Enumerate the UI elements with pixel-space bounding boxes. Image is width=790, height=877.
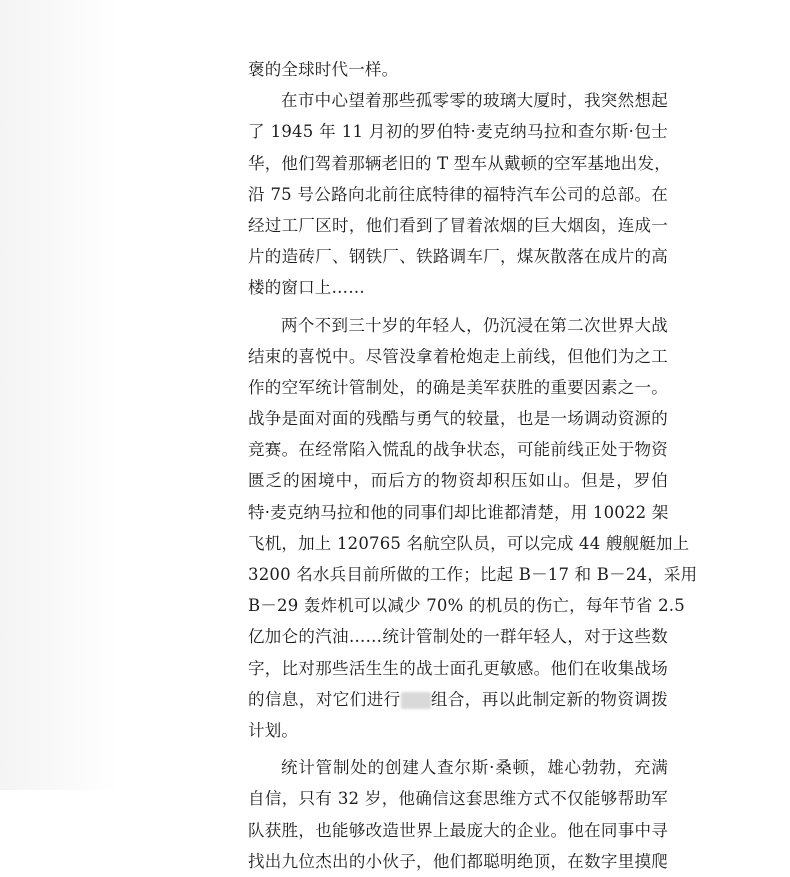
text-line: 作的空军统计管制处，的确是美军获胜的重要因素之一。 <box>248 377 668 397</box>
text-line: 在市中心望着那些孤零零的玻璃大厦时，我突然想起 <box>281 91 668 111</box>
text-line: 沿 75 号公路向北前往底特律的福特汽车公司的总部。在 <box>248 184 668 204</box>
text-line: 两个不到三十岁的年轻人，仍沉浸在第二次世界大战 <box>281 315 668 335</box>
text-line: 战争是面对面的残酷与勇气的较量，也是一场调动资源的 <box>248 409 668 429</box>
text-line: 亿加仑的汽油……统计管制处的一群年轻人，对于这些数 <box>248 627 668 647</box>
text-line: 经过工厂区时，他们看到了冒着浓烟的巨大烟囱，连成一 <box>248 215 668 235</box>
text-line: 片的造砖厂、钢铁厂、铁路调车厂，煤灰散落在成片的高 <box>248 247 668 267</box>
text-line: 飞机，加上 120765 名航空队员，可以完成 44 艘舰艇加上 <box>248 533 690 553</box>
text-line: 字，比对那些活生生的战士面孔更敏感。他们在收集战场 <box>248 658 668 678</box>
text-line-with-redaction <box>248 684 668 715</box>
text-line: 褒的全球时代一样。 <box>248 60 399 79</box>
blurred-word <box>401 692 431 709</box>
text-line: 3200 名水兵目前所做的工作；比起 B－17 和 B－24，采用 <box>248 565 698 584</box>
text-line: 了 1945 年 11 月初的罗伯特·麦克纳马拉和查尔斯·包士 <box>248 122 668 142</box>
text-line-prefix: 的信息，对它们进行 <box>248 689 401 709</box>
text-line: 队获胜，也能够改造世界上最庞大的企业。他在同事中寻 <box>248 820 668 840</box>
book-page <box>248 54 698 877</box>
text-line-suffix: 组合，再以此制定新的物资调拨 <box>430 689 668 709</box>
text-line: 计划。 <box>248 720 299 740</box>
text-line: 匮乏的困境中，而后方的物资却积压如山。但是，罗伯 <box>248 471 668 491</box>
text-line: 竞赛。在经常陷入慌乱的战争状态，可能前线正处于物资 <box>248 440 668 460</box>
text-line: 自信，只有 32 岁，他确信这套思维方式不仅能够帮助军 <box>248 789 668 809</box>
text-line: 统计管制处的创建人查尔斯·桑顿，雄心勃勃，充满 <box>281 758 668 778</box>
text-line: B－29 轰炸机可以减少 70% 的机员的伤亡，每年节省 2.5 <box>248 596 685 616</box>
text-line: 特·麦克纳马拉和他的同事们却比谁都清楚，用 10022 架 <box>248 502 669 522</box>
text-line: 华，他们驾着那辆老旧的 T 型车从戴顿的空军基地出发， <box>248 153 671 173</box>
scan-shadow-edge <box>0 0 118 790</box>
text-line: 结束的喜悦中。尽管没拿着枪炮走上前线，但他们为之工 <box>248 346 668 366</box>
text-line: 找出九位杰出的小伙子，他们都聪明绝顶，在数字里摸爬 <box>248 851 668 871</box>
text-line: 楼的窗口上…… <box>248 278 365 298</box>
